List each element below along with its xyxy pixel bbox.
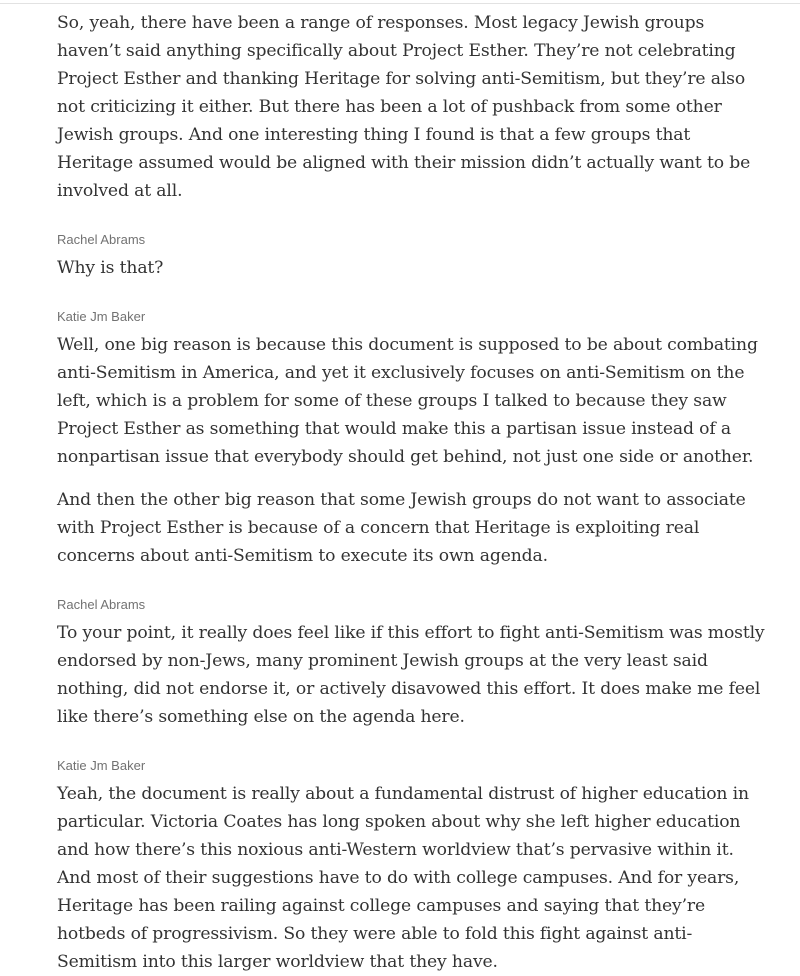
transcript-paragraph: Well, one big reason is because this document is supposed to be about combating anti-Semitism in America, and yet it exclusively focuses on anti-Semitism on the left, which is a problem for some of these groups I talked to because they saw Project Esther as something that would make this a partisan issue instead of a nonpartisan issue that everybody should get behind, not just one side or another. [57,335,758,467]
speaker-name: Katie Jm Baker [57,309,146,324]
transcript-turn [57,758,769,976]
speaker-name: Rachel Abrams [57,232,146,247]
transcript-paragraph: Yeah, the document is really about a fundamental distrust of higher education in particular. Victoria Coates has long spoken about why she left higher education and how there’s this noxious anti-Western worldview that’s pervasive within it. And most of their suggestions have to do with college campuses. And for years, Heritage has been railing against college campuses and saying that they’re hotbeds of progressivism. So they were able to fold this fight against anti-Semitism into this larger worldview that they have. [57,784,749,972]
transcript-paragraph: And then the other big reason that some Jewish groups do not want to associate with Project Esther is because of a concern that Heritage is exploiting real concerns about anti-Semitism to execute its own agenda. [57,490,746,566]
transcript-body [57,9,769,976]
transcript-turn [57,309,769,570]
top-divider [0,0,800,4]
speaker-name: Rachel Abrams [57,597,146,612]
transcript-turn [57,9,769,205]
speaker-name: Katie Jm Baker [57,758,146,773]
transcript-paragraph: Why is that? [57,258,164,278]
transcript-paragraph: To your point, it really does feel like if this effort to fight anti-Semitism was mostly endorsed by non-Jews, many prominent Jewish groups at the very least said nothing, did not endorse it, or actively disavowed this effort. It does make me feel like there’s something else on the agenda here. [57,623,765,727]
transcript-turn [57,232,769,282]
transcript-paragraph: So, yeah, there have been a range of responses. Most legacy Jewish groups haven’t said anything specifically about Project Esther. They’re not celebrating Project Esther and thanking Heritage for solving anti-Semitism, but they’re also not criticizing it either. But there has been a lot of pushback from some other Jewish groups. And one interesting thing I found is that a few groups that Heritage assumed would be aligned with their mission didn’t actually want to be involved at all. [57,13,751,201]
transcript-turn [57,597,769,731]
